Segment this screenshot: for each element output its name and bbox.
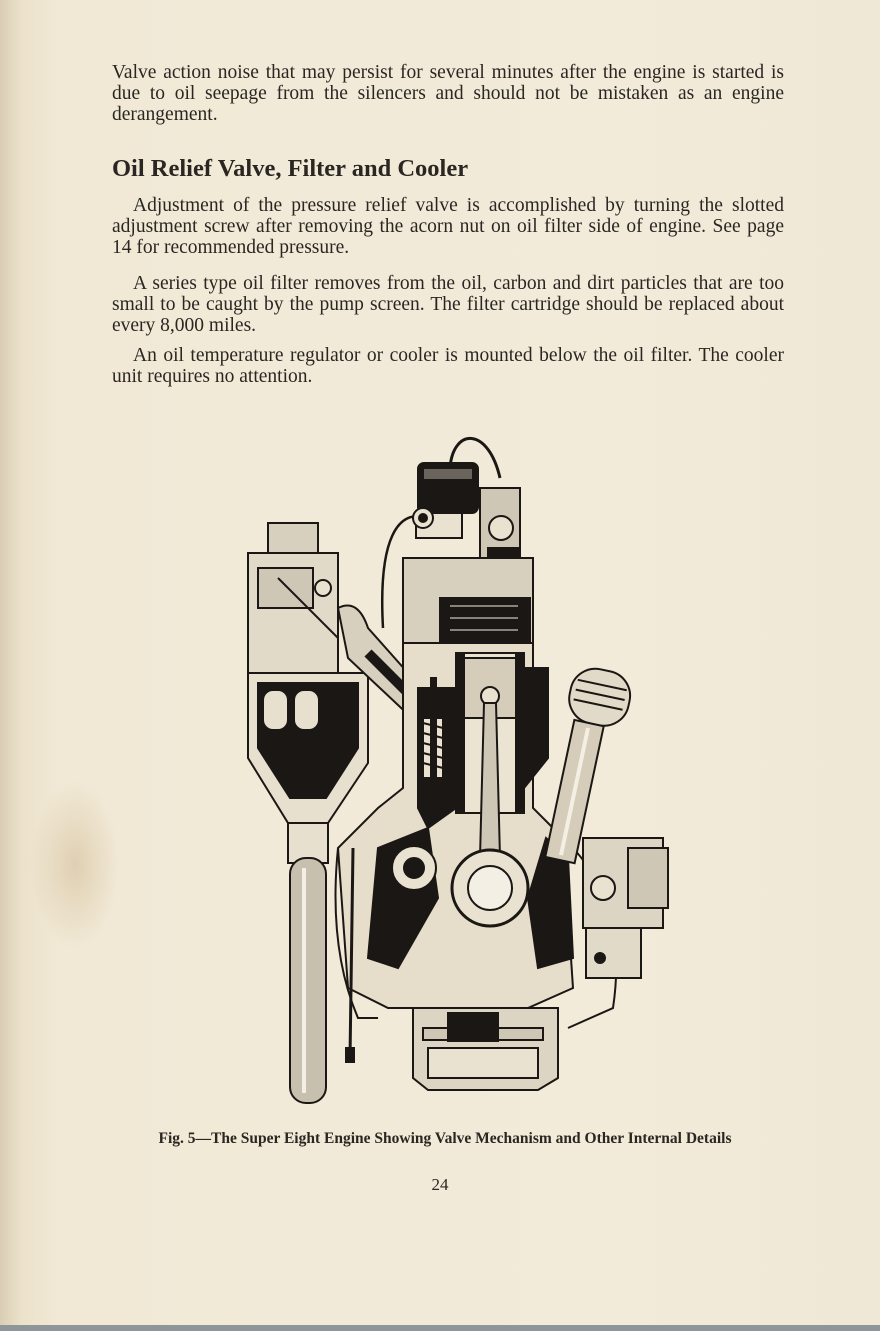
- intro-paragraph: Valve action noise that may persist for several minutes after the engine is started is due to oil seepage from the silencers and should not be mistaken as an engine derangement.: [112, 62, 784, 125]
- paper-stain: [30, 780, 120, 950]
- figure-caption: Fig. 5—The Super Eight Engine Showing Valve Mechanism and Other Internal Details: [158, 1130, 732, 1147]
- relief-valve-paragraph: Adjustment of the pressure relief valve is accomplished by turning the slotted adjustment screw after removing the acorn nut on oil filter side of engine. See page 14 for recommended pressure.: [112, 195, 784, 258]
- section-heading: Oil Relief Valve, Filter and Cooler: [112, 155, 469, 182]
- oil-filter-paragraph: A series type oil filter removes from the oil, carbon and dirt particles that are too small to be caught by the pump screen. The filter cartridge should be replaced about every 8,000 miles.: [112, 273, 784, 336]
- page-bottom-edge: [0, 1325, 880, 1331]
- page-number: 24: [431, 1175, 449, 1194]
- oil-cooler-paragraph: An oil temperature regulator or cooler is mounted below the oil filter. The cooler unit requires no attention.: [112, 345, 784, 387]
- engine-cutaway-illustration: [228, 428, 678, 1108]
